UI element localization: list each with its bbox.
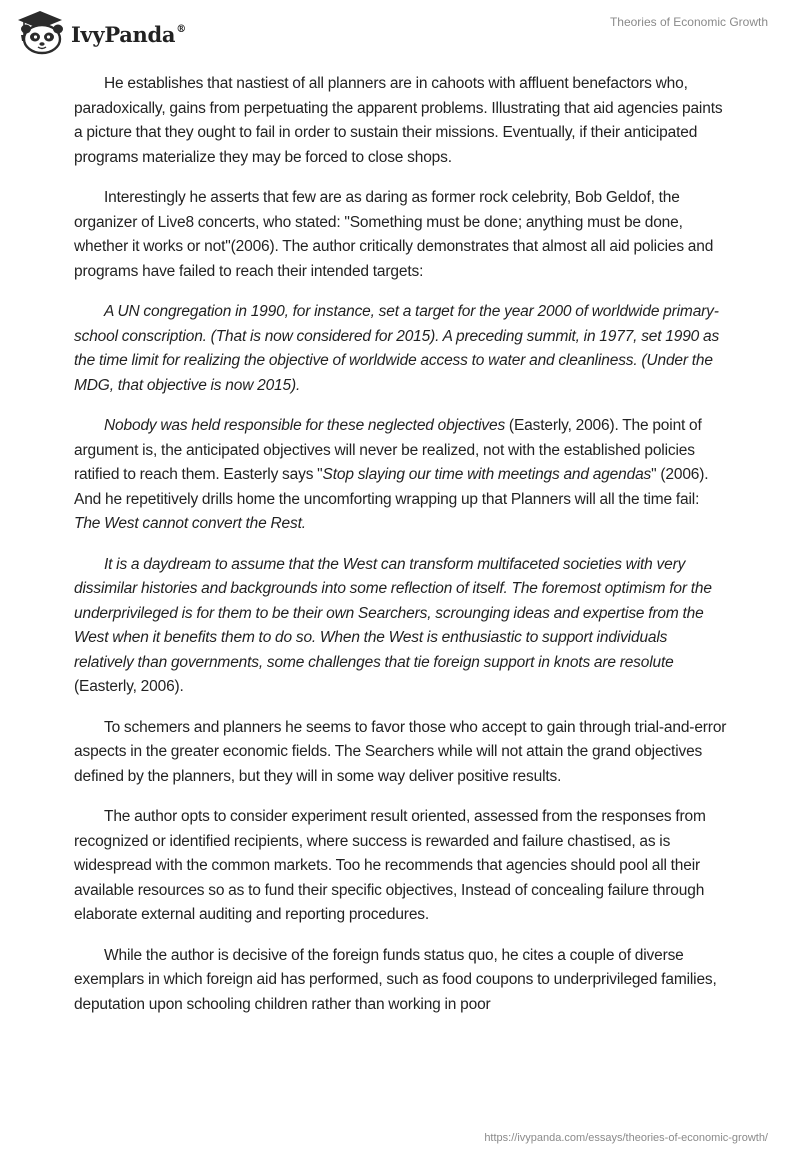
paragraph-text: " (2006). And he repetitively drills home the uncomforting wrapping up that Planners will all the time fail: (74, 466, 709, 508)
essay-paragraph (74, 553, 728, 700)
italic-text: Nobody was held responsible for these neglected objectives (104, 417, 506, 434)
paragraph-text: (Easterly, 2006). The point of argument is, the anticipated objectives will never be realized, not with the established policies ratified to reach them. Easterly says " (74, 417, 702, 483)
essay-paragraph (74, 186, 728, 284)
essay-paragraph (74, 300, 728, 398)
italic-text: A UN congregation in 1990, for instance, set a target for the year 2000 of worldwide primary-school conscription. (That is now considered for 2015). A preceding summit, in 1977, set 1990 as the time limit for realizing the objective of worldwide access to water and cleanliness. (Under the MDG, that objective is now 2015). (74, 303, 720, 394)
paragraph-text: Interestingly he asserts that few are as daring as former rock celebrity, Bob Geldof, the organizer of Live8 concerts, who stated: "Something must be done; anything must be done, whether it works or not"(2006). The author critically demonstrates that almost all aid policies and programs have failed to reach their intended targets: (74, 189, 714, 280)
source-url[interactable]: https://ivypanda.com/essays/theories-of-economic-growth/ (484, 1132, 768, 1144)
italic-text: It is a daydream to assume that the West can transform multifaceted societies with very dissimilar histories and backgrounds into some reflection of itself. The foremost optimism for the underprivileged is for them to be their own Searchers, scrounging ideas and expertise from the West when it benefits them to do so. When the West is enthusiastic to support individuals relatively than governments, some challenges that tie foreign support in knots are resolute (74, 555, 712, 671)
brand-name: IvyPanda® (71, 21, 186, 47)
paragraph-text: He establishes that nastiest of all planners are in cahoots with affluent benefactors who, paradoxically, gains from perpetuating the apparent problems. Illustrating that aid agencies paints a picture that they ought to fail in order to sustain their missions. Eventually, if their anticipated programs materialize they may be forced to close shops. (74, 75, 723, 166)
page-header (0, 0, 800, 70)
italic-text: Stop slaying our time with meetings and agendas (322, 466, 652, 483)
paragraph-text: To schemers and planners he seems to favor those who accept to gain through trial-and-error aspects in the greater economic fields. The Searchers while will not attain the grand objectives defined by the planners, but they will in some way deliver positive results. (74, 718, 727, 785)
essay-paragraph (74, 72, 728, 170)
panda-graduate-icon (14, 9, 66, 55)
ivypanda-logo[interactable] (14, 9, 186, 55)
essay-body (74, 72, 728, 1033)
essay-paragraph (74, 805, 728, 928)
paragraph-text: The author opts to consider experiment result oriented, assessed from the responses from recognized or identified recipients, where success is rewarded and failure chastised, as is widespread with the common markets. Too he recommends that agencies should pool all their available resources so as to fund their specific objectives, Instead of concealing failure through elaborate external auditing and reporting procedures. (74, 808, 706, 923)
italic-text: The West cannot convert the Rest. (74, 515, 306, 532)
document-title: Theories of Economic Growth (609, 15, 768, 29)
essay-paragraph (74, 716, 728, 790)
essay-paragraph (74, 414, 728, 537)
paragraph-text: While the author is decisive of the foreign funds status quo, he cites a couple of diverse exemplars in which foreign aid has performed, such as food coupons to underprivileged families, deputation upon schooling children rather than working in poor (74, 946, 717, 1013)
paragraph-text: (Easterly, 2006). (74, 678, 184, 695)
essay-paragraph (74, 944, 728, 1018)
